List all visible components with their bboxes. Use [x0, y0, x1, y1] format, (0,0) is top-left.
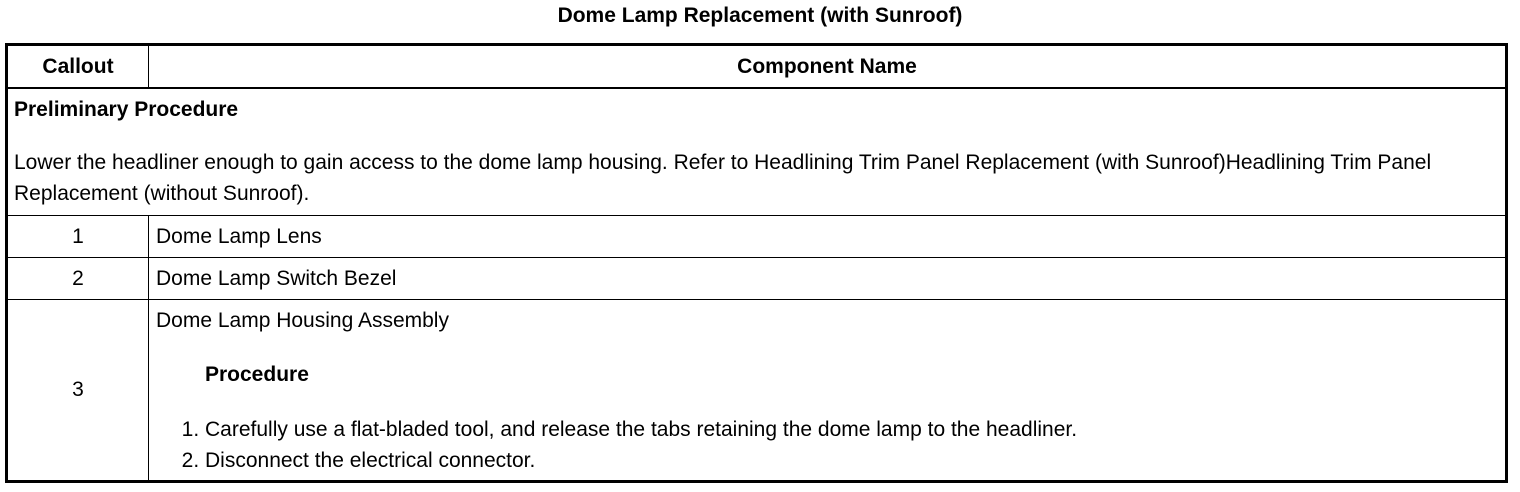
preliminary-title: Preliminary Procedure	[14, 98, 239, 121]
component-table	[5, 43, 1508, 483]
component-name: Dome Lamp Housing Assembly	[156, 309, 449, 332]
component-name: Dome Lamp Switch Bezel	[149, 258, 1507, 300]
procedure-title: Procedure	[205, 363, 309, 386]
preliminary-text: Lower the headliner enough to gain access to the dome lamp housing. Refer to Headlining Trim Panel Replacement (with Sunroof)Headlining Trim Panel Replacement (without Sunroof).	[14, 151, 1432, 205]
callout-number: 2	[7, 258, 149, 300]
callout-number: 3	[7, 300, 149, 482]
procedure-steps	[156, 414, 1505, 476]
preliminary-cell	[7, 88, 1507, 216]
component-procedure-cell	[149, 300, 1507, 482]
component-name-header: Component Name	[149, 45, 1507, 89]
procedure-step: 2. Disconnect the electrical connector.	[205, 445, 1505, 476]
table-row	[7, 258, 1507, 300]
procedure-step: 1. Carefully use a flat-bladed tool, and release the tabs retaining the dome lamp to the headliner.	[205, 414, 1505, 445]
table-header-row	[7, 45, 1507, 89]
component-name: Dome Lamp Lens	[149, 216, 1507, 258]
page-title: Dome Lamp Replacement (with Sunroof)	[557, 4, 963, 27]
table-row	[7, 216, 1507, 258]
preliminary-row	[7, 88, 1507, 216]
table-row	[7, 300, 1507, 482]
callout-header: Callout	[7, 45, 149, 89]
callout-number: 1	[7, 216, 149, 258]
